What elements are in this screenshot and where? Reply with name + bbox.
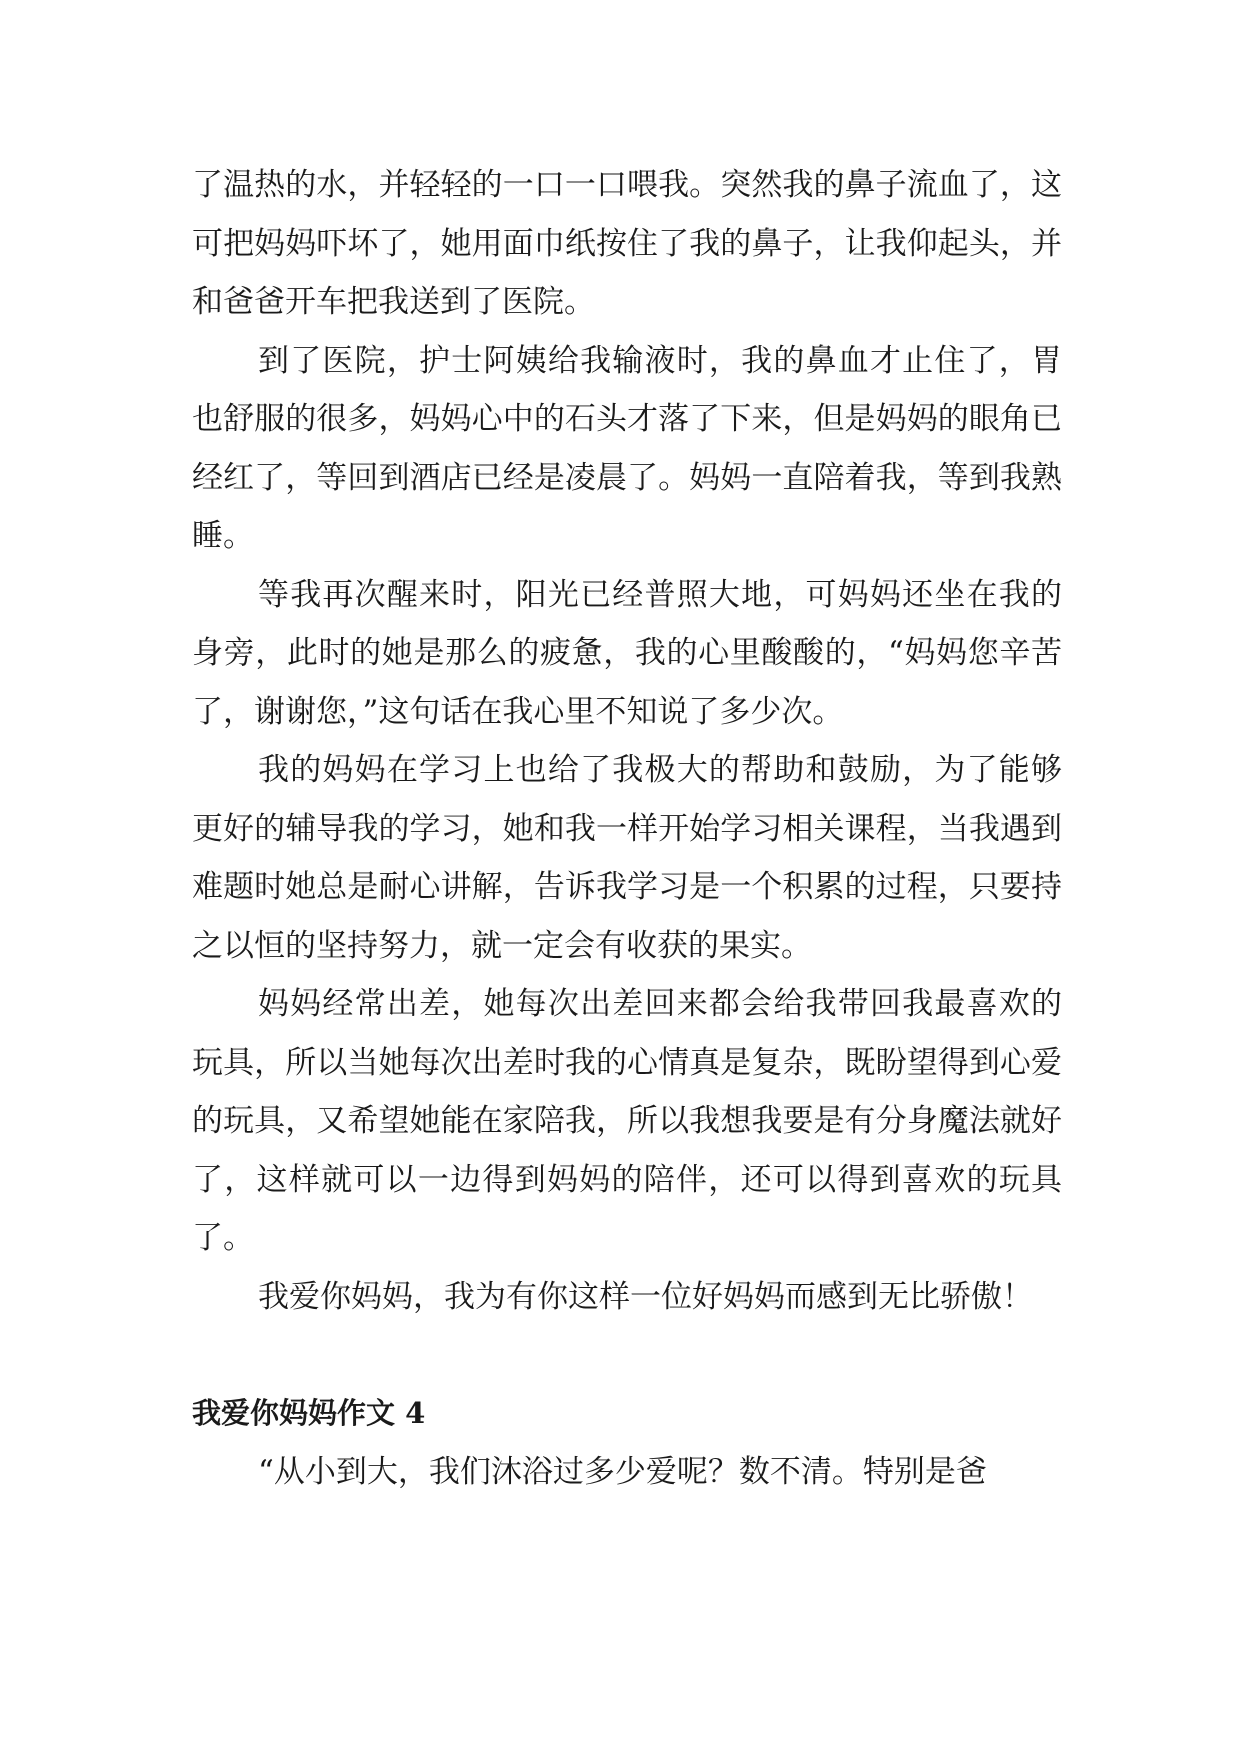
paragraph-1: 了温热的水，并轻轻的一口一口喂我。突然我的鼻子流血了，这可把妈妈吓坏了，她用面巾纸按住了我的鼻子，让我仰起头，并和爸爸开车把我送到了医院。 bbox=[192, 167, 1062, 320]
paragraph-3: 等我再次醒来时，阳光已经普照大地，可妈妈还坐在我的身旁，此时的她是那么的疲惫，我的心里酸酸的，“妈妈您辛苦了，谢谢您，”这句话在我心里不知说了多少次。 bbox=[192, 576, 1062, 730]
paragraph-4: 我的妈妈在学习上也给了我极大的帮助和鼓励，为了能够更好的辅导我的学习，她和我一样开始学习相关课程，当我遇到难题时她总是耐心讲解，告诉我学习是一个积累的过程，只要持之以恒的坚持努力，就一定会有收获的果实。 bbox=[192, 752, 1062, 964]
paragraph-2: 到了医院，护士阿姨给我输液时，我的鼻血才止住了，胃也舒服的很多，妈妈心中的石头才落了下来，但是妈妈的眼角已经红了，等回到酒店已经是凌晨了。妈妈一直陪着我，等到我熟睡。 bbox=[192, 342, 1062, 554]
paragraph-5: 妈妈经常出差，她每次出差回来都会给我带回我最喜欢的玩具，所以当她每次出差时我的心情真是复杂，既盼望得到心爱的玩具，又希望她能在家陪我，所以我想我要是有分身魔法就好了，这样就可以一边得到妈妈的陪伴，还可以得到喜欢的玩具了。 bbox=[192, 986, 1062, 1256]
section-title: 我爱你妈妈作文 4 bbox=[192, 1396, 426, 1430]
document-body bbox=[192, 156, 1062, 1501]
paragraph-6: 我爱你妈妈，我为有你这样一位好妈妈而感到无比骄傲！ bbox=[258, 1278, 1033, 1315]
section-paragraph-1: “从小到大，我们沐浴过多少爱呢？数不清。特别是爸 bbox=[258, 1453, 987, 1490]
